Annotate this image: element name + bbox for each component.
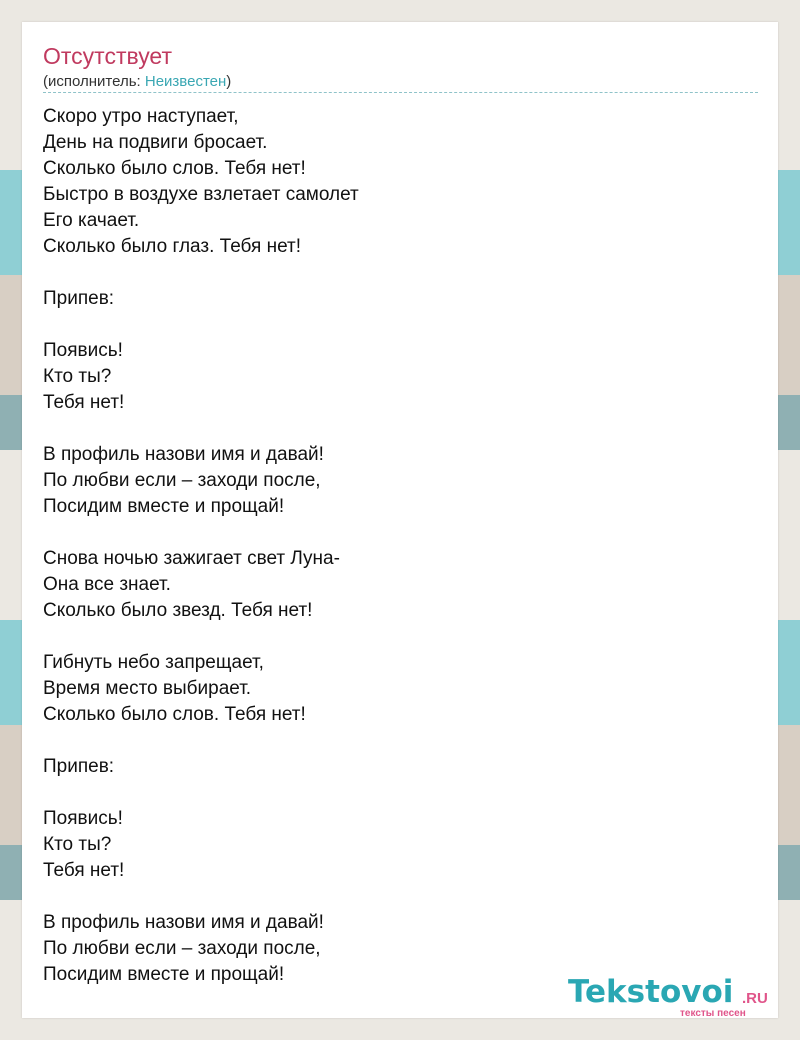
logo-tagline: тексты песен	[680, 1008, 746, 1019]
lyric-line: Быстро в воздухе взлетает самолет	[43, 184, 359, 205]
lyric-line: Снова ночью зажигает свет Луна-	[43, 548, 340, 569]
lyric-line: Появись!	[43, 340, 123, 361]
lyric-line: Сколько было звезд. Тебя нет!	[43, 600, 313, 621]
lyric-line	[43, 884, 743, 910]
lyric-line	[43, 312, 743, 338]
lyric-line: Посидим вместе и прощай!	[43, 964, 285, 985]
lyric-line: В профиль назови имя и давай!	[43, 444, 324, 465]
lyric-line: Посидим вместе и прощай!	[43, 496, 285, 517]
lyric-line: По любви если – заходи после,	[43, 938, 321, 959]
lyrics-text	[43, 104, 743, 988]
artist-prefix: (исполнитель:	[43, 73, 145, 90]
artist-link[interactable]: Неизвестен	[144, 73, 227, 90]
logo-wordmark: Tekstovoi	[568, 974, 734, 1010]
site-logo[interactable]	[568, 974, 778, 1026]
lyric-line: Скоро утро наступает,	[43, 106, 239, 127]
lyric-line: Тебя нет!	[43, 860, 125, 881]
lyric-line	[43, 624, 743, 650]
lyric-line	[43, 728, 743, 754]
lyric-line: Сколько было глаз. Тебя нет!	[43, 236, 301, 257]
lyric-line	[43, 260, 743, 286]
lyric-line: Его качает.	[43, 210, 140, 231]
lyric-line: Кто ты?	[43, 366, 112, 387]
lyric-line: Гибнуть небо запрещает,	[43, 652, 264, 673]
lyric-line	[43, 520, 743, 546]
lyric-line: Она все знает.	[43, 574, 171, 595]
lyric-line: Время место выбирает.	[43, 678, 252, 699]
title-divider	[43, 92, 758, 93]
lyric-line: В профиль назови имя и давай!	[43, 912, 324, 933]
lyric-line: Кто ты?	[43, 834, 112, 855]
lyric-line: По любви если – заходи после,	[43, 470, 321, 491]
lyric-line: Припев:	[43, 756, 115, 777]
lyric-line: День на подвиги бросает.	[43, 132, 268, 153]
lyric-line: Сколько было слов. Тебя нет!	[43, 158, 306, 179]
song-title: Отсутствует	[43, 43, 172, 69]
artist-suffix: )	[226, 73, 232, 90]
artist-line	[43, 72, 231, 92]
lyric-line: Припев:	[43, 288, 115, 309]
lyric-line: Сколько было слов. Тебя нет!	[43, 704, 306, 725]
lyric-line: Тебя нет!	[43, 392, 125, 413]
lyric-line	[43, 416, 743, 442]
logo-domain: .RU	[742, 990, 768, 1007]
lyric-line	[43, 780, 743, 806]
lyrics-card	[22, 22, 778, 1018]
lyric-line: Появись!	[43, 808, 123, 829]
